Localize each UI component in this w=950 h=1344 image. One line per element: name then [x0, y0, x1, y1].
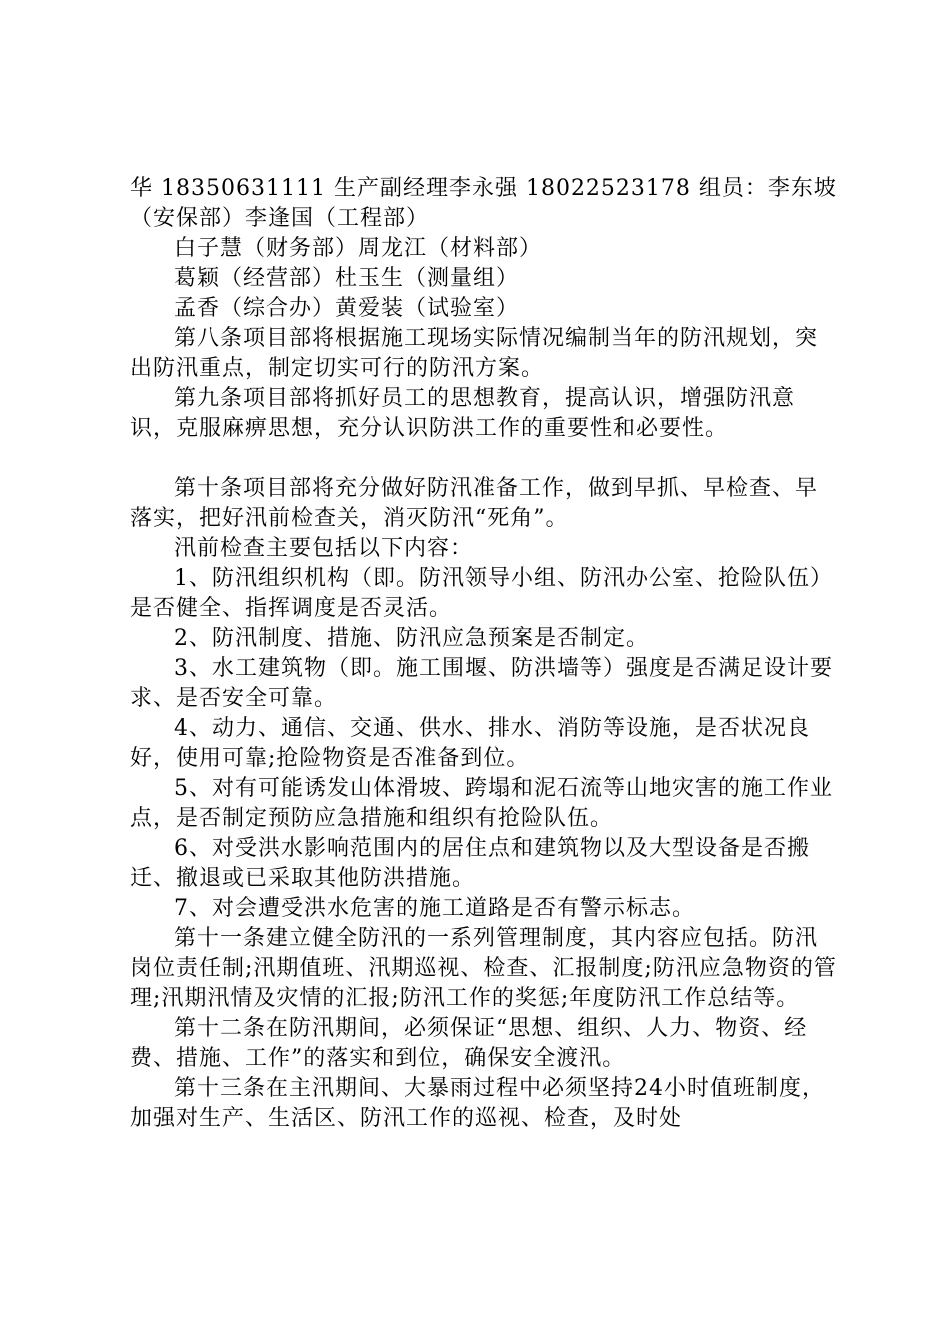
paragraph-member-2: 葛颖（经营部）杜玉生（测量组） — [174, 266, 520, 291]
paragraph-article-8: 第八条项目部将根据施工现场实际情况编制当年的防汛规划，突出防汛重点，制定切实可行的防汛方案。 — [130, 326, 819, 381]
paragraph-check-item-1: 1、防汛组织机构（即。防汛领导小组、防汛办公室、抢险队伍）是否健全、指挥调度是否灵活。 — [130, 566, 833, 621]
paragraph-article-9: 第九条项目部将抓好员工的思想教育，提高认识，增强防汛意识，克服麻痹思想，充分认识防洪工作的重要性和必要性。 — [130, 386, 796, 441]
paragraph-article-11: 第十一条建立健全防汛的一系列管理制度，其内容应包括。防汛岗位责任制;汛期值班、汛期巡视、检查、汇报制度;防汛应急物资的管理;汛期汛情及灾情的汇报;防汛工作的奖惩;年度防汛工作总结等。 — [130, 926, 837, 1011]
paragraph-check-item-5: 5、对有可能诱发山体滑坡、跨塌和泥石流等山地灾害的施工作业点，是否制定预防应急措施和组织有抢险队伍。 — [130, 776, 833, 831]
paragraph-article-13: 第十三条在主汛期间、大暴雨过程中必须坚持24小时值班制度，加强对生产、生活区、防汛工作的巡视、检查，及时处 — [130, 1076, 825, 1131]
paragraph-article-12: 第十二条在防汛期间，必须保证“思想、组织、人力、物资、经费、措施、工作”的落实和到位，确保安全渡汛。 — [130, 1016, 808, 1071]
paragraph-contact-line: 华 18350631111 生产副经理李永强 18022523178 组员：李东坡（安保部）李逢国（工程部） — [130, 176, 837, 231]
paragraph-check-item-2: 2、防汛制度、措施、防汛应急预案是否制定。 — [174, 626, 649, 651]
paragraph-check-item-7: 7、对会遭受洪水危害的施工道路是否有警示标志。 — [174, 896, 695, 921]
document-body — [130, 174, 840, 1134]
paragraph-member-1: 白子慧（财务部）周龙江（材料部） — [174, 236, 543, 261]
paragraph-article-10: 第十条项目部将充分做好防汛准备工作，做到早抓、早检查、早落实，把好汛前检查关，消灭防汛“死角”。 — [130, 476, 819, 531]
paragraph-check-item-4: 4、动力、通信、交通、供水、排水、消防等设施，是否状况良好，使用可靠;抢险物资是否准备到位。 — [130, 716, 810, 771]
paragraph-check-item-3: 3、水工建筑物（即。施工围堰、防洪墙等）强度是否满足设计要求、是否安全可靠。 — [130, 656, 833, 711]
paragraph-check-intro: 汛前检查主要包括以下内容： — [174, 536, 474, 561]
paragraph-member-3: 孟香（综合办）黄爱装（试验室） — [174, 296, 520, 321]
paragraph-check-item-6: 6、对受洪水影响范围内的居住点和建筑物以及大型设备是否搬迁、撤退或已采取其他防洪措施。 — [130, 836, 810, 891]
